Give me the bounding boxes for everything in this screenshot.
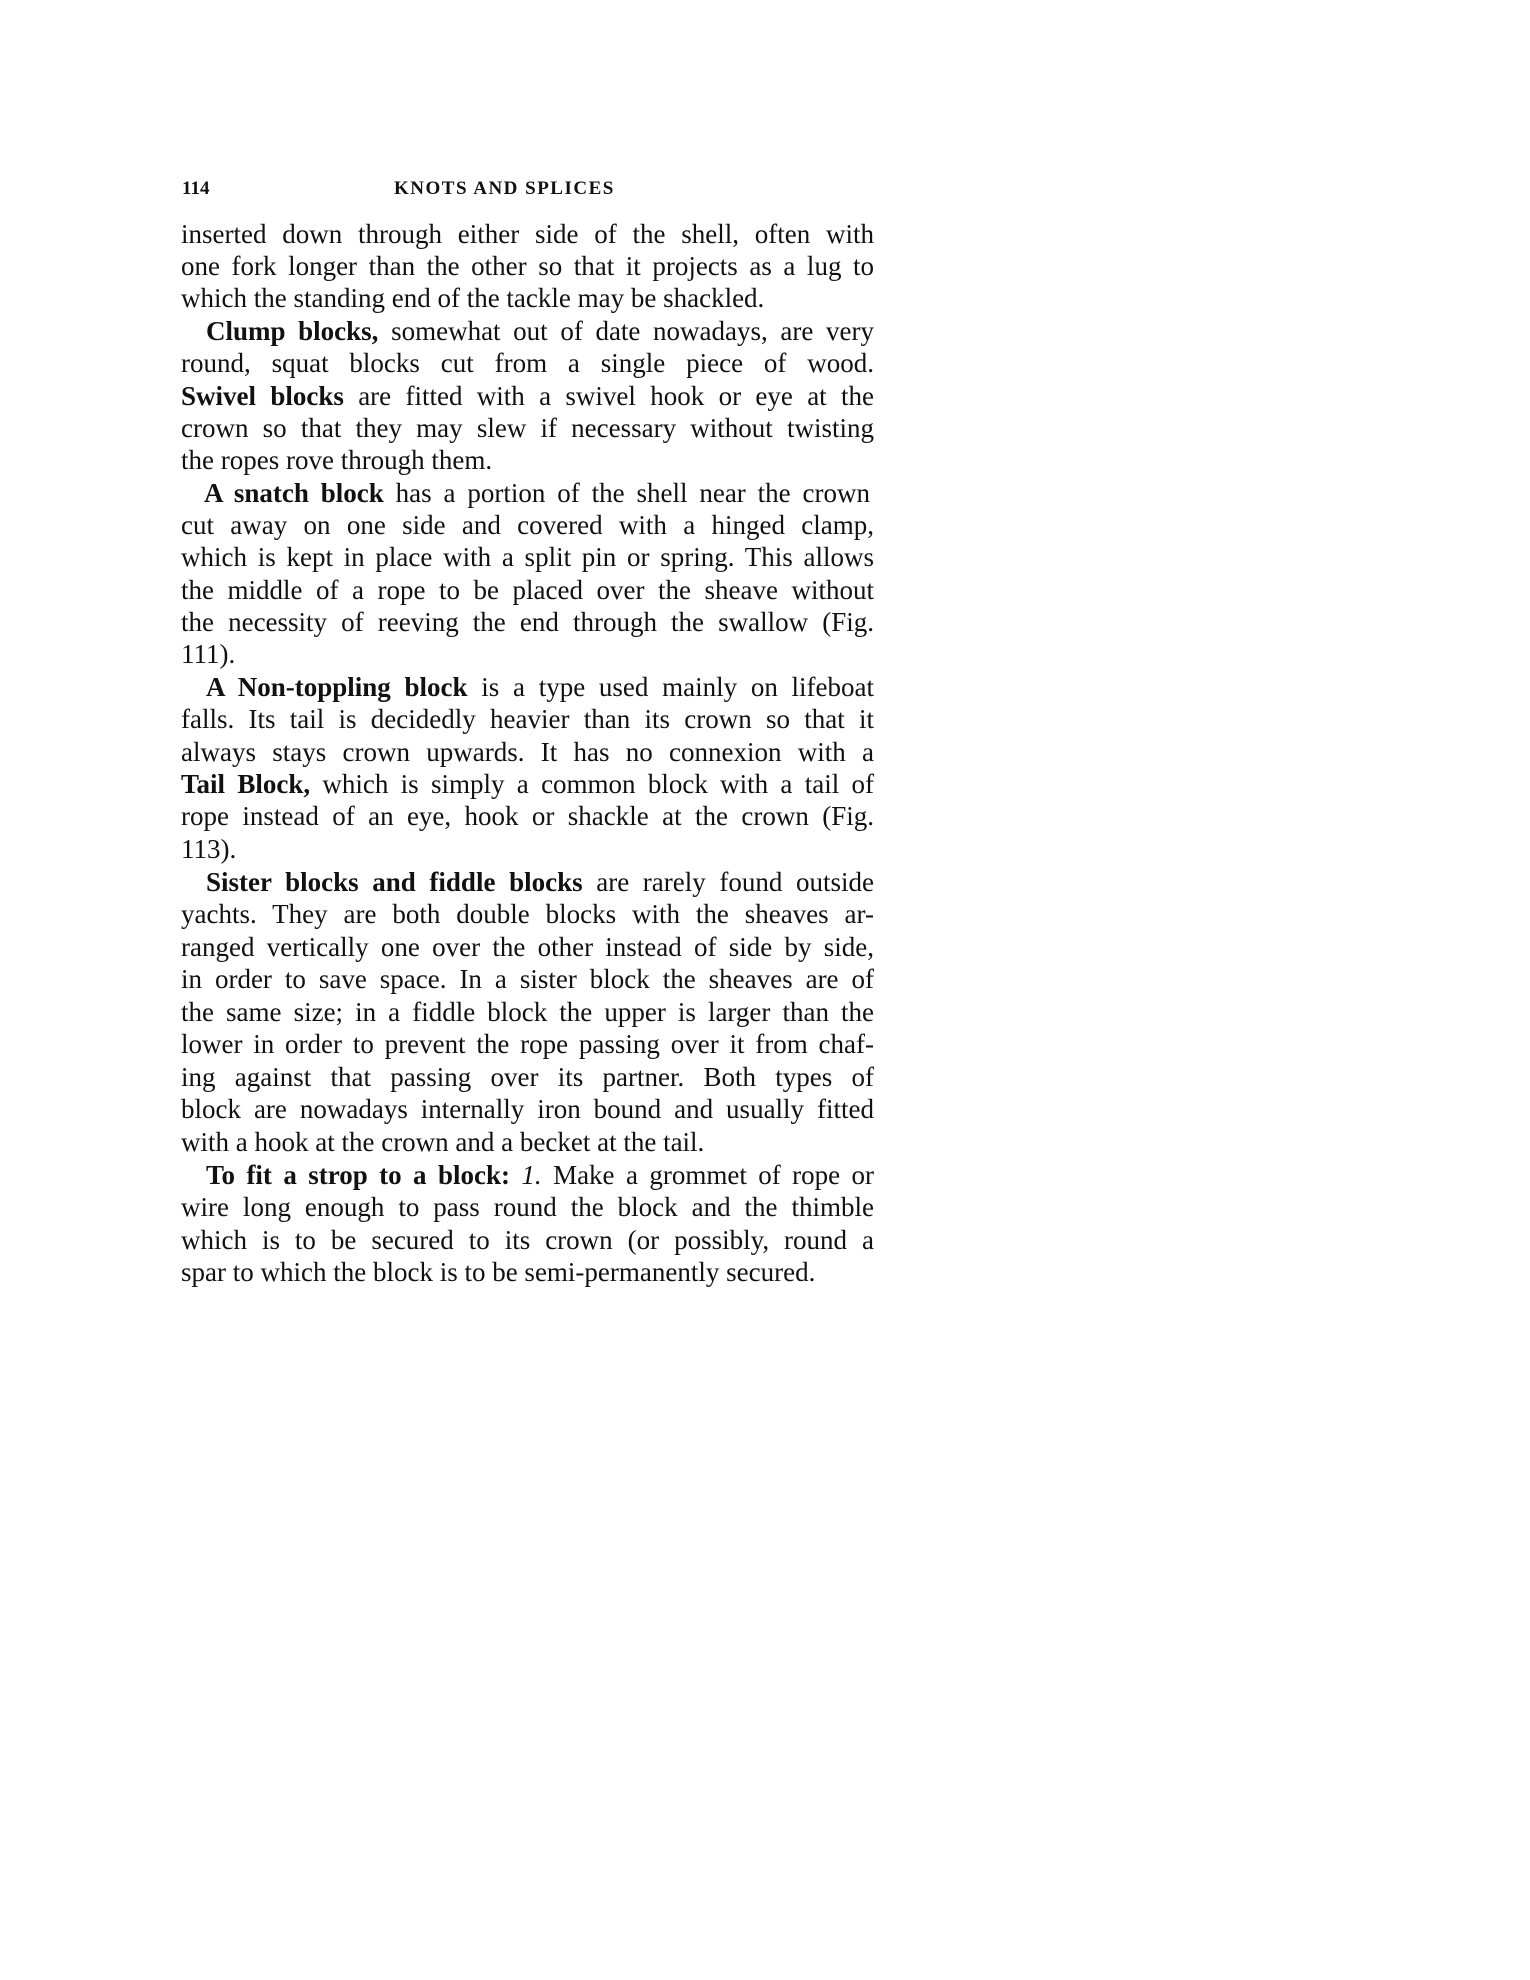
text-line: round, squat blocks cut from a single piece of wood. (181, 348, 874, 378)
term-tail-block: Tail Block, (181, 769, 311, 799)
text-line: lower in order to prevent the rope passing over it from chaf- (181, 1029, 874, 1059)
text-line: wire long enough to pass round the block and the thimble (181, 1192, 874, 1222)
text-line: Clump blocks, somewhat out of date nowadays, are very (206, 316, 874, 346)
text-line: block are nowadays internally iron bound and usually fitted (181, 1094, 874, 1124)
term-sister-fiddle-blocks: Sister blocks and fiddle blocks (206, 867, 583, 897)
text-line: Swivel blocks are fitted with a swivel hook or eye at the (181, 381, 874, 411)
text-line: yachts. They are both double blocks with the sheaves ar- (181, 899, 874, 929)
step-number: 1. (521, 1160, 542, 1190)
text-line: which the standing end of the tackle may be shackled. (181, 283, 765, 313)
text-line: which is kept in place with a split pin or spring. This allows (181, 542, 874, 572)
text-line: To fit a strop to a block: 1. Make a grommet of rope or (206, 1160, 875, 1190)
term-swivel-blocks: Swivel blocks (181, 381, 344, 411)
text-line: cut away on one side and covered with a hinged clamp, (181, 510, 874, 540)
text-line: crown so that they may slew if necessary without twisting (181, 413, 874, 443)
text-line: in order to save space. In a sister block the sheaves are of (181, 964, 874, 994)
term-clump-blocks: Clump blocks, (206, 316, 379, 346)
page-number: 114 (182, 178, 210, 199)
term-snatch-block: A snatch block (204, 478, 384, 508)
text-line: one fork longer than the other so that it projects as a lug to (181, 251, 874, 281)
text-line: the middle of a rope to be placed over the sheave without (181, 575, 874, 605)
text-line: Tail Block, which is simply a common block with a tail of (181, 769, 874, 799)
term-non-toppling-block: A Non-toppling block (206, 672, 468, 702)
text-line: 113). (181, 834, 237, 864)
text-line: ing against that passing over its partner. Both types of (181, 1062, 874, 1092)
text-line: always stays crown upwards. It has no connexion with a (181, 737, 874, 767)
text-line: A snatch block has a portion of the shell near the crown (204, 478, 871, 508)
term-fit-strop: To fit a strop to a block: (206, 1160, 510, 1190)
text-line: the ropes rove through them. (181, 445, 493, 475)
running-head (182, 178, 872, 204)
text-line: ranged vertically one over the other instead of side by side, (181, 932, 874, 962)
text-line: with a hook at the crown and a becket at the tail. (181, 1127, 705, 1157)
text-line: Sister blocks and fiddle blocks are rarely found outside (206, 867, 874, 897)
text-line: falls. Its tail is decidedly heavier than its crown so that it (181, 704, 874, 734)
text-line: which is to be secured to its crown (or possibly, round a (181, 1225, 874, 1255)
text-line: the necessity of reeving the end through the swallow (Fig. (181, 607, 874, 637)
running-title: KNOTS AND SPLICES (394, 178, 615, 199)
text-line: spar to which the block is to be semi-permanently secured. (181, 1257, 816, 1287)
text-line: inserted down through either side of the shell, often with (181, 219, 874, 249)
text-line: 111). (181, 639, 236, 669)
text-line: rope instead of an eye, hook or shackle at the crown (Fig. (181, 801, 874, 831)
text-line: the same size; in a fiddle block the upper is larger than the (181, 997, 874, 1027)
text-line: A Non-toppling block is a type used mainly on lifeboat (206, 672, 875, 702)
